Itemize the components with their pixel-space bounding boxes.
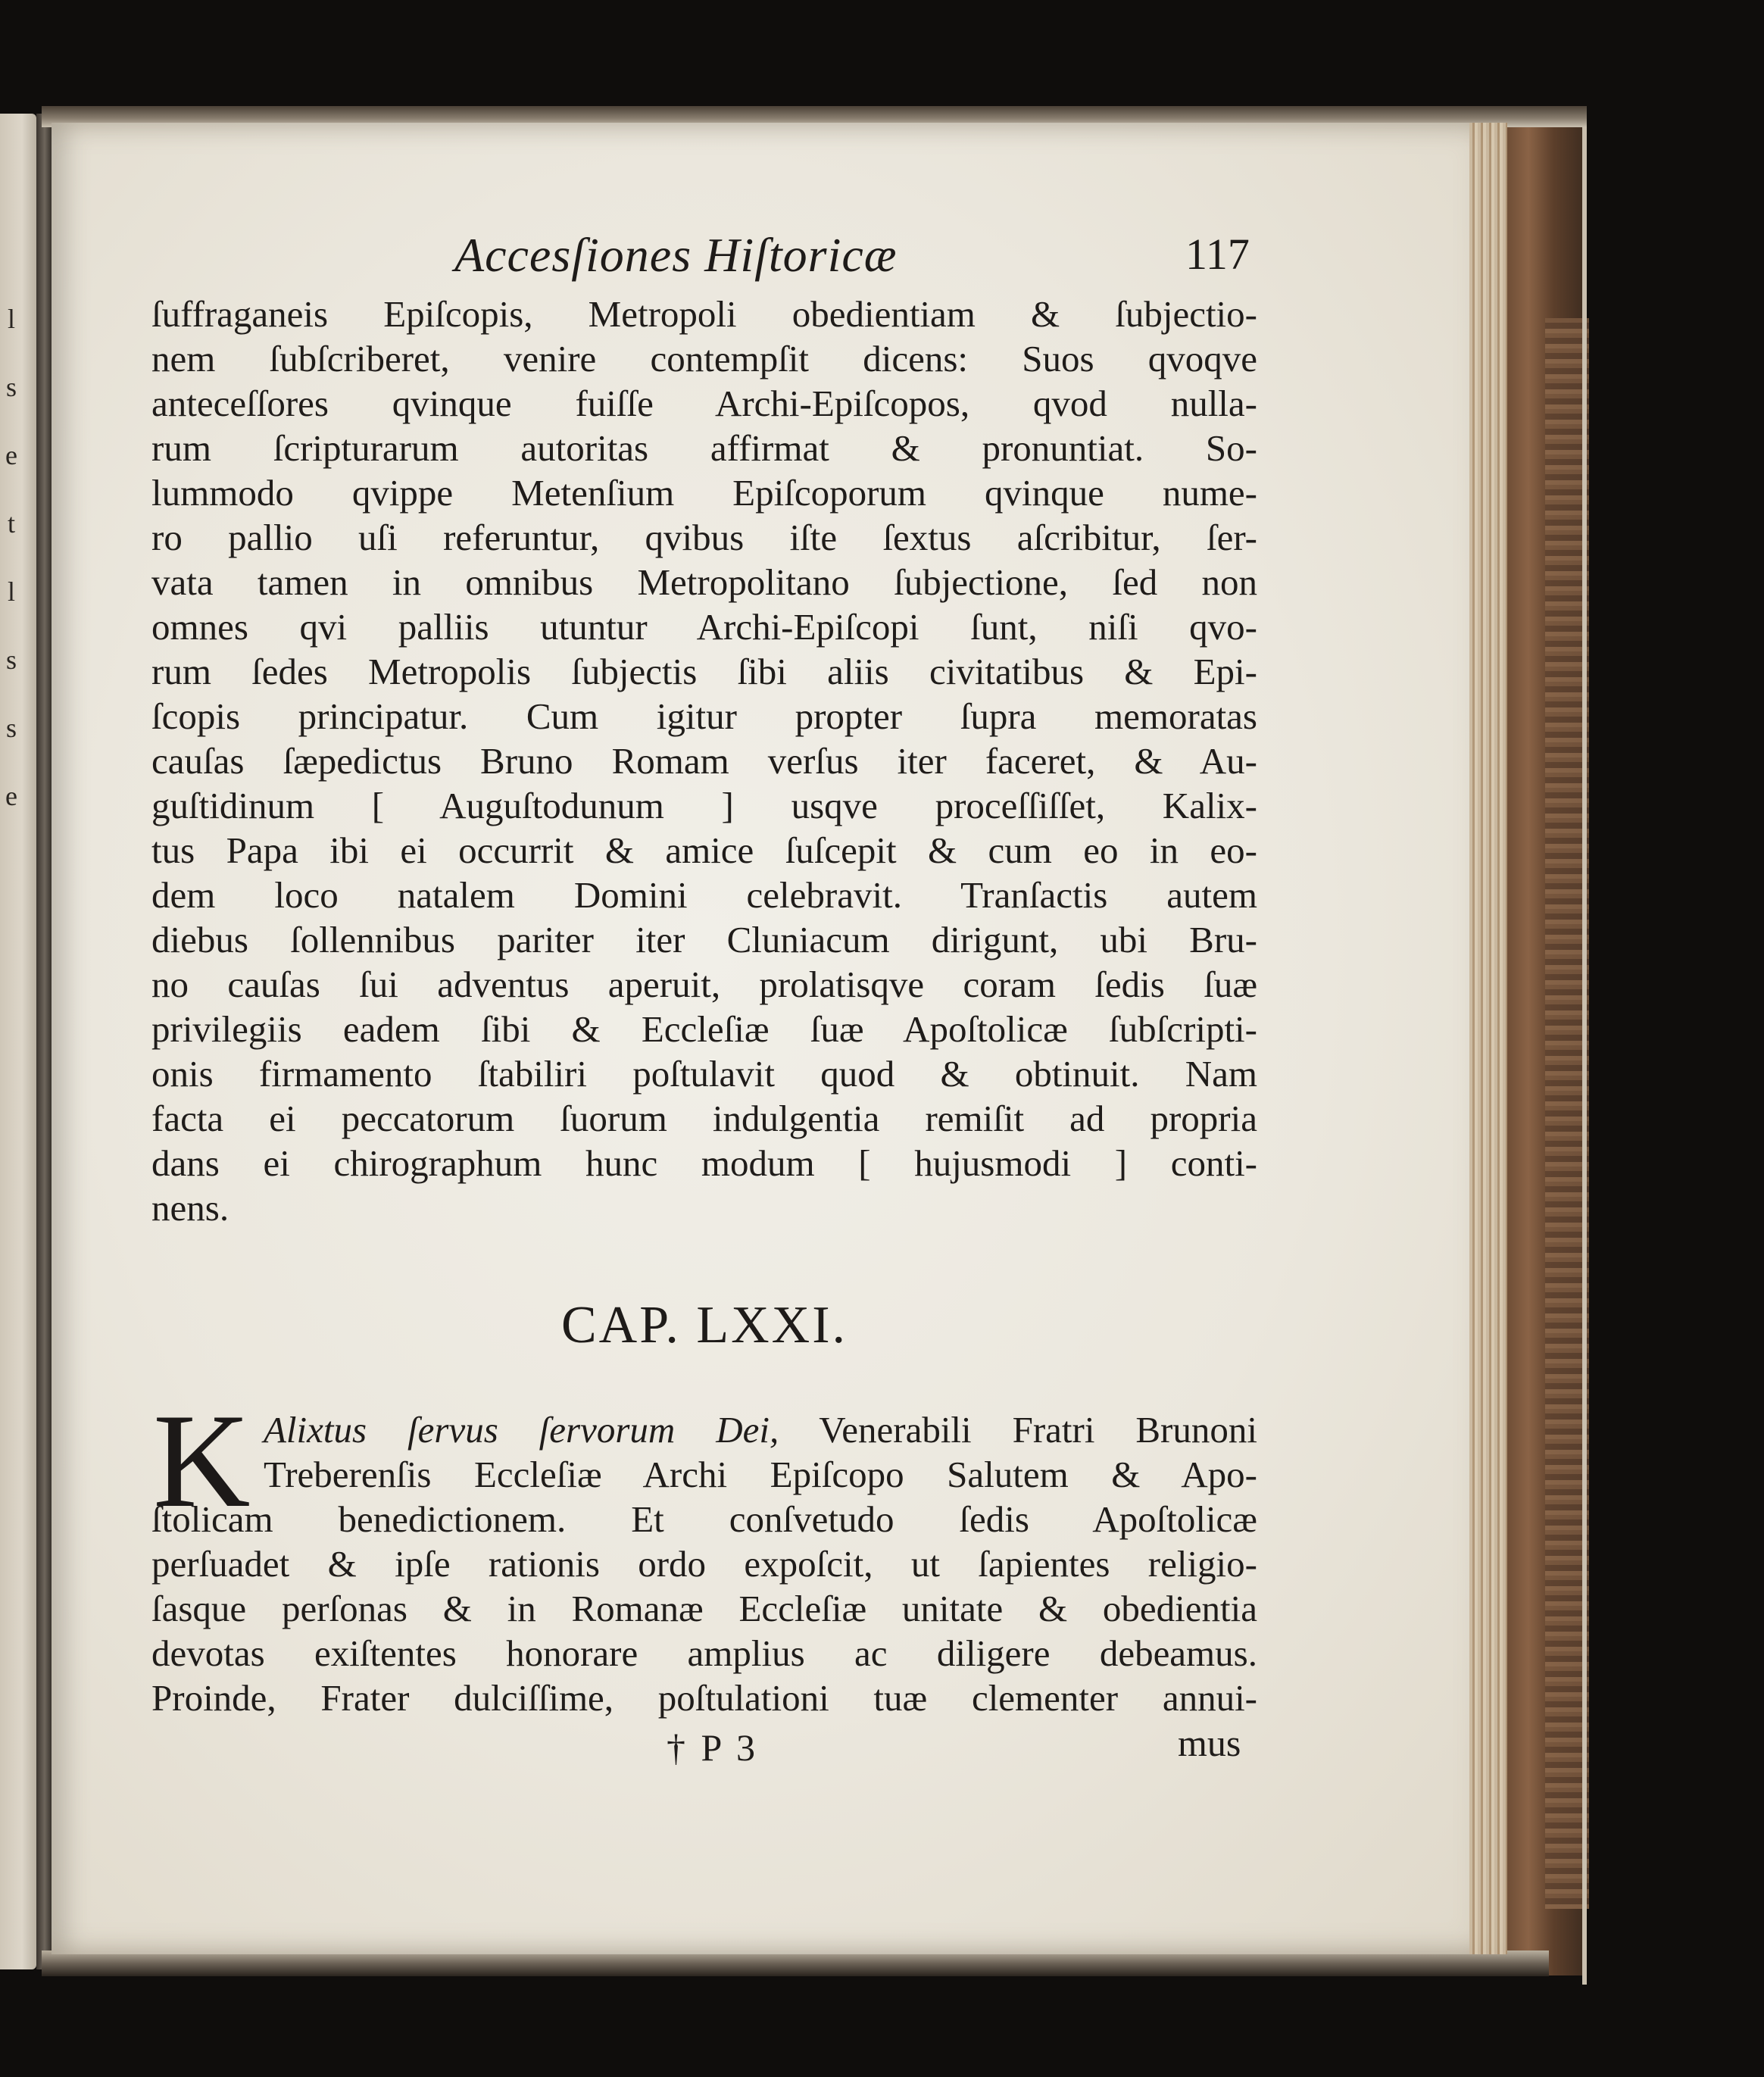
page-number: 117 bbox=[1185, 230, 1250, 279]
text-line: privilegiis eadem ſibi & Eccleſiæ ſuæ Apoſtolicæ ſubſcripti- bbox=[151, 1008, 1257, 1050]
catchword: mus bbox=[1178, 1722, 1241, 1764]
text-line: lummodo qvippe Metenſium Epiſcoporum qvinque nume- bbox=[151, 472, 1257, 514]
text-line: Treberenſis Eccleſiæ Archi Epiſcopo Salutem & Apo- bbox=[264, 1454, 1257, 1495]
book-gutter bbox=[36, 114, 53, 1969]
text-line: ro pallio uſi referuntur, qvibus iſte ſextus aſcribitur, ſer- bbox=[151, 517, 1257, 558]
page-bottom-edge bbox=[42, 1951, 1549, 1976]
signature-mark: † P 3 bbox=[667, 1726, 758, 1769]
letter-opening-line bbox=[151, 1407, 1257, 1452]
text-line: no cauſas ſui adventus aperuit, prolatisqve coram ſedis ſuæ bbox=[151, 964, 1257, 1005]
text-line: nem ſubſcriberet, venire contempſit dicens: Suos qvoqve bbox=[151, 338, 1257, 379]
letter-text bbox=[151, 1407, 1257, 1720]
text-line: onis firmamento ſtabiliri poſtulavit quod & obtinuit. Nam bbox=[151, 1053, 1257, 1095]
drop-cap: K bbox=[153, 1385, 251, 1535]
text-line: dem loco natalem Domini celebravit. Tranſactis autem bbox=[151, 874, 1257, 916]
left-letter: t bbox=[7, 508, 15, 539]
text-line: ſcopis principatur. Cum igitur propter ſupra memoratas bbox=[151, 695, 1257, 737]
text-line: nens. bbox=[151, 1187, 229, 1229]
text-line: anteceſſores qvinque fuiſſe Archi-Epiſcopos, qvod nulla- bbox=[151, 383, 1257, 424]
text-line: omnes qvi palliis utuntur Archi-Epiſcopi ſunt, niſi qvo- bbox=[151, 606, 1257, 648]
left-page-fragments bbox=[2, 303, 21, 848]
page-fore-edge bbox=[1469, 123, 1507, 1954]
cover-edge bbox=[1511, 106, 1587, 1985]
left-letter: s bbox=[5, 645, 17, 675]
text-line: dans ei chirographum hunc modum [ hujusmodi ] conti- bbox=[151, 1142, 1257, 1184]
text-line: facta ei peccatorum ſuorum indulgentia remiſit ad propria bbox=[151, 1098, 1257, 1139]
text-line: perſuadet & ipſe rationis ordo expoſcit, ut ſapientes religio- bbox=[151, 1543, 1257, 1585]
text-line: Proinde, Frater dulciſſime, poſtulationi tuæ clementer annui- bbox=[151, 1677, 1257, 1719]
body-text bbox=[151, 292, 1257, 1230]
chapter-heading: CAP. LXXI. bbox=[560, 1296, 848, 1354]
left-letter: s bbox=[5, 372, 17, 402]
text-line: rum ſcripturarum autoritas affirmat & pronuntiat. So- bbox=[151, 427, 1257, 469]
text-line: ſasque perſonas & in Romanæ Eccleſiæ unitate & obedientia bbox=[151, 1588, 1257, 1629]
letter-salutation-italic: Alixtus ſervus ſervorum Dei, bbox=[264, 1409, 779, 1451]
left-letter: l bbox=[7, 576, 15, 607]
left-letter: l bbox=[7, 304, 15, 334]
left-letter: s bbox=[5, 713, 17, 743]
running-header-title: Accesſiones Hiſtoricæ bbox=[454, 228, 898, 282]
left-letter: e bbox=[5, 440, 17, 470]
text-line: diebus ſollennibus pariter iter Cluniacum dirigunt, ubi Bru- bbox=[151, 919, 1257, 960]
text-line: cauſas ſæpedictus Bruno Romam verſus iter faceret, & Au- bbox=[151, 740, 1257, 782]
text-line: vata tamen in omnibus Metropolitano ſubjectione, ſed non bbox=[151, 561, 1257, 603]
letter-salutation-rest: Venerabili Fratri Brunoni bbox=[819, 1409, 1257, 1451]
text-line: guſtidinum [ Auguſtodunum ] usqve proceſſiſſet, Kalix- bbox=[151, 785, 1257, 826]
text-line: tus Papa ibi ei occurrit & amice ſuſcepit & cum eo in eo- bbox=[151, 829, 1257, 871]
left-letter: e bbox=[5, 781, 17, 811]
text-line: rum ſedes Metropolis ſubjectis ſibi aliis civitatibus & Epi- bbox=[151, 651, 1257, 692]
text-line: ſuffraganeis Epiſcopis, Metropoli obedientiam & ſubjectio- bbox=[151, 293, 1257, 335]
text-line: ſtolicam benedictionem. Et conſvetudo ſedis Apoſtolicæ bbox=[151, 1498, 1257, 1540]
text-line: devotas exiſtentes honorare amplius ac diligere debeamus. bbox=[151, 1632, 1257, 1674]
